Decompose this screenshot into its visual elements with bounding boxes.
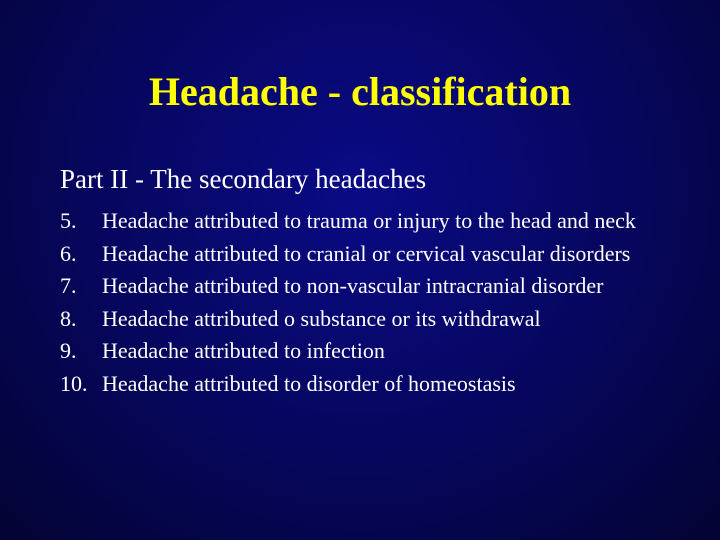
classification-list bbox=[60, 205, 680, 400]
list-item-number: 6. bbox=[60, 240, 77, 266]
list-item-text: Headache attributed o substance or its withdrawal bbox=[102, 305, 541, 331]
slide-subtitle: Part II - The secondary headaches bbox=[60, 164, 427, 194]
list-item-text: Headache attributed to non-vascular intracranial disorder bbox=[102, 273, 604, 298]
list-item bbox=[60, 238, 680, 271]
list-item-number: 9. bbox=[60, 338, 77, 363]
list-item-text: Headache attributed to trauma or injury to the head and neck bbox=[102, 208, 636, 233]
list-item-number: 7. bbox=[60, 273, 77, 298]
list-item bbox=[60, 368, 680, 401]
list-item bbox=[60, 270, 680, 303]
list-item bbox=[60, 205, 680, 238]
list-item-text: Headache attributed to disorder of homeostasis bbox=[102, 370, 516, 396]
slide-title: Headache - classification bbox=[148, 69, 572, 114]
list-item-number: 10. bbox=[60, 370, 88, 396]
list-item-number: 5. bbox=[60, 208, 77, 233]
list-item bbox=[60, 335, 680, 368]
list-item-number: 8. bbox=[60, 305, 77, 331]
list-item-text: Headache attributed to infection bbox=[102, 338, 385, 363]
list-item-text: Headache attributed to cranial or cervical vascular disorders bbox=[102, 240, 631, 266]
list-item bbox=[60, 303, 680, 336]
